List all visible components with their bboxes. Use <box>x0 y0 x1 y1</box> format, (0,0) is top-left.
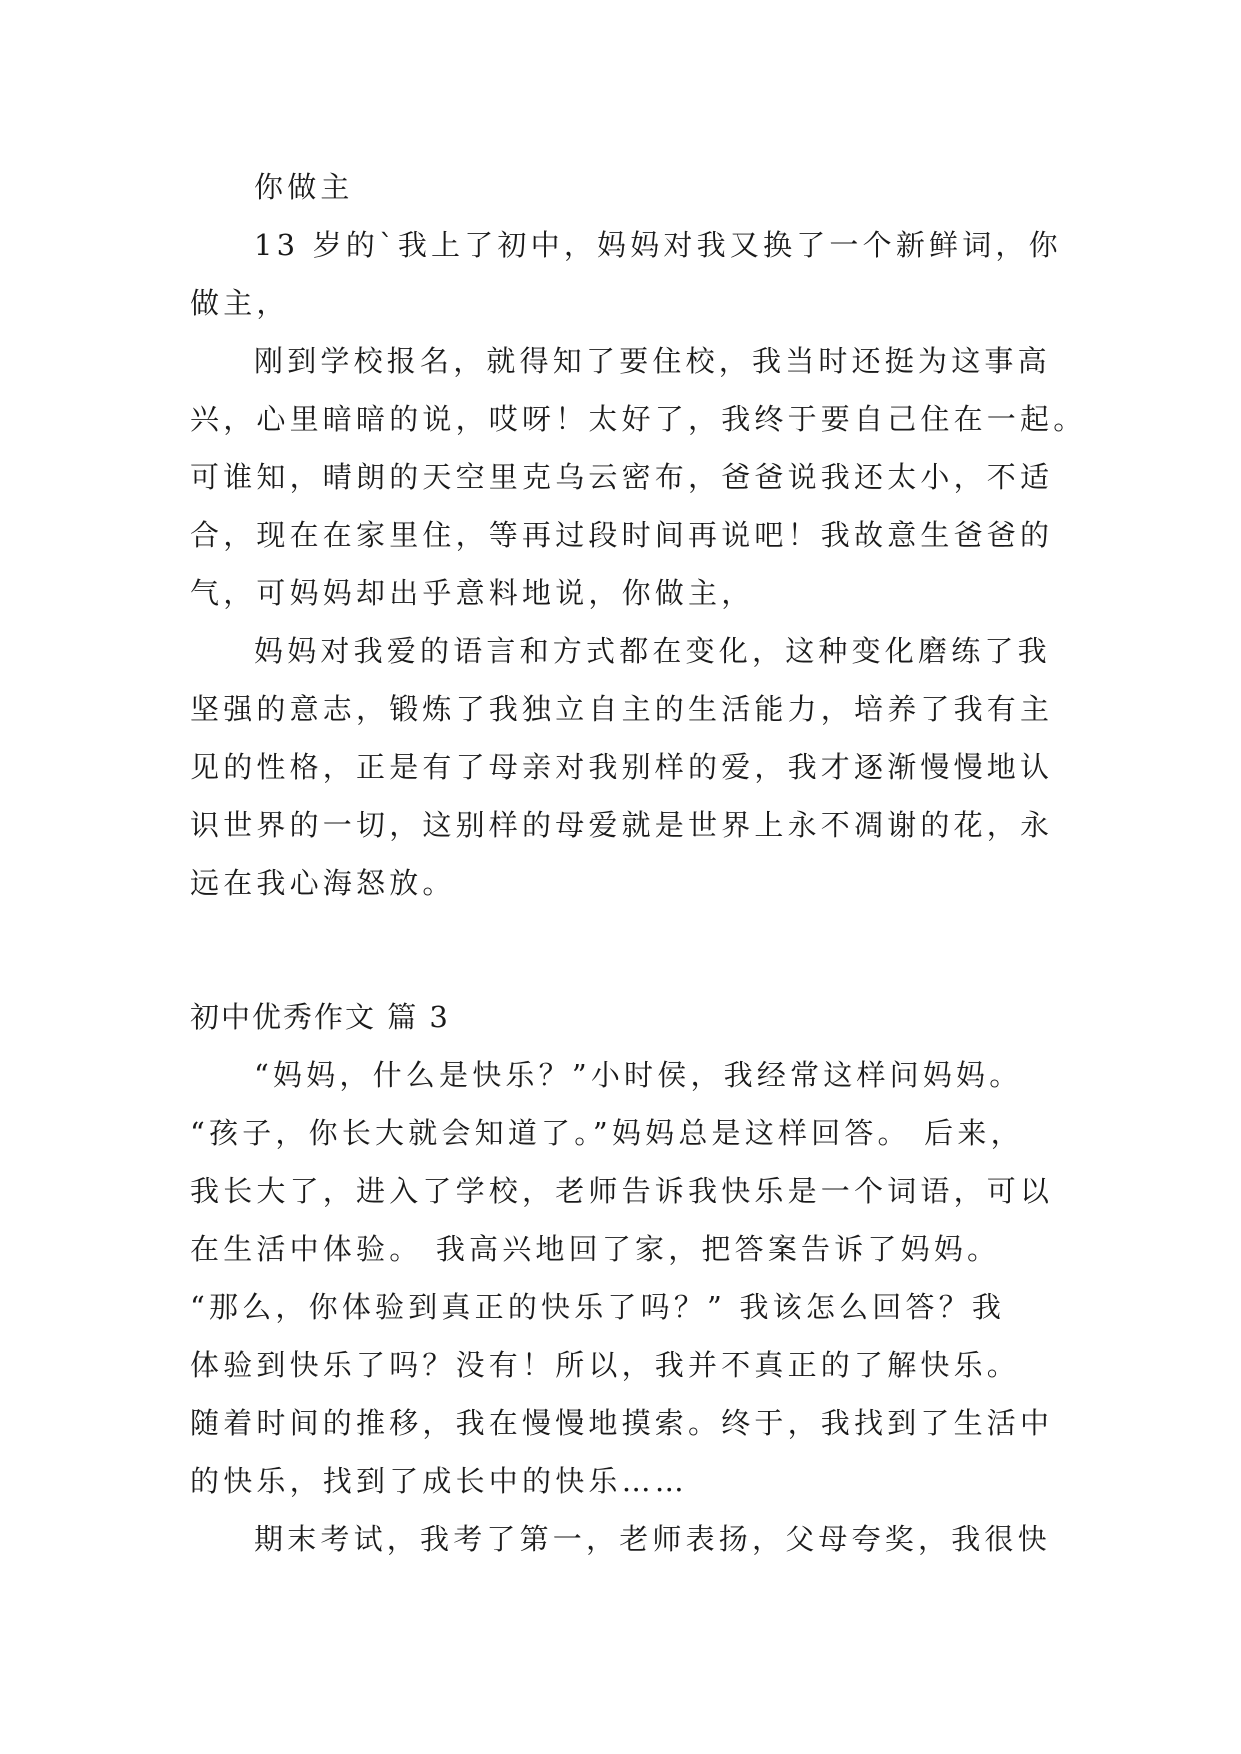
paragraph-line: 兴，心里暗暗的说，哎呀！太好了，我终于要自己住在一起。 <box>190 402 1087 436</box>
paragraph-line: 期末考试，我考了第一，老师表扬，父母夸奖，我很快 <box>254 1522 1051 1556</box>
section-title: 你做主 <box>254 170 354 204</box>
paragraph-line: 做主， <box>190 286 290 320</box>
paragraph-line: 在生活中体验。 我高兴地回了家，把答案告诉了妈妈。 <box>190 1232 1001 1266</box>
paragraph-line: 13 岁的`我上了初中，妈妈对我又换了一个新鲜词，你 <box>254 228 1062 262</box>
section-heading: 初中优秀作文 篇 3 <box>190 1000 450 1034</box>
paragraph-line: 远在我心海怒放。 <box>190 866 456 900</box>
paragraph-line: 妈妈对我爱的语言和方式都在变化，这种变化磨练了我 <box>254 634 1051 668</box>
paragraph <box>190 1510 1050 1568</box>
paragraph <box>190 622 1054 912</box>
paragraph-line: 坚强的意志，锻炼了我独立自主的生活能力，培养了我有主 <box>190 692 1054 726</box>
paragraph-line: 随着时间的推移，我在慢慢地摸索。终于，我找到了生活中 <box>190 1406 1054 1440</box>
paragraph <box>190 332 1087 622</box>
paragraph-line: “孩子，你长大就会知道了。”妈妈总是这样回答。 后来， <box>190 1116 1024 1150</box>
paragraph-line: 体验到快乐了吗？没有！所以，我并不真正的了解快乐。 <box>190 1348 1021 1382</box>
paragraph-line: “妈妈，什么是快乐？”小时侯，我经常这样问妈妈。 <box>254 1058 1023 1092</box>
paragraph-line: 的快乐，找到了成长中的快乐…… <box>190 1464 689 1498</box>
paragraph-line: 识世界的一切，这别样的母爱就是世界上永不凋谢的花，永 <box>190 808 1054 842</box>
paragraph-line: 见的性格，正是有了母亲对我别样的爱，我才逐渐慢慢地认 <box>190 750 1054 784</box>
paragraph <box>190 1046 1054 1510</box>
paragraph-line: 合，现在在家里住，等再过段时间再说吧！我故意生爸爸的 <box>190 518 1054 552</box>
section-spacer <box>190 912 1050 988</box>
document-body <box>190 158 1087 1568</box>
paragraph-line: 气，可妈妈却出乎意料地说，你做主， <box>190 576 755 610</box>
paragraph-line: 可谁知，晴朗的天空里克乌云密布，爸爸说我还太小，不适 <box>190 460 1054 494</box>
paragraph-line: 刚到学校报名，就得知了要住校，我当时还挺为这事高 <box>254 344 1051 378</box>
paragraph <box>190 216 1062 332</box>
paragraph-line: 我长大了，进入了学校，老师告诉我快乐是一个词语，可以 <box>190 1174 1054 1208</box>
paragraph-line: “那么，你体验到真正的快乐了吗？” 我该怎么回答？我 <box>190 1290 1006 1324</box>
